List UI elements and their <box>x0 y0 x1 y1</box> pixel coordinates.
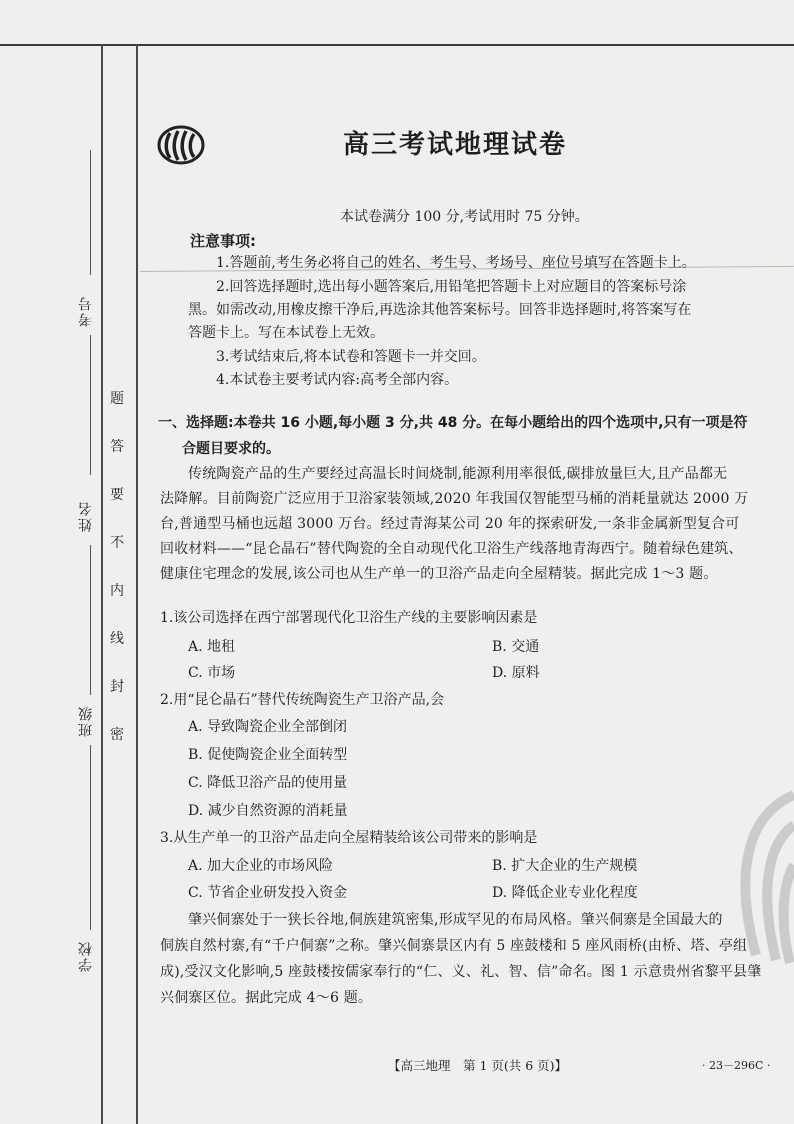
field-underline <box>90 745 91 930</box>
notice-line: 4.本试卷主要考试内容:高考全部内容。 <box>216 372 459 388</box>
question-stem: 1.该公司选择在西宁部署现代化卫浴生产线的主要影响因素是 <box>160 610 538 626</box>
seal-char: 不 <box>110 535 124 551</box>
watermark-logo-icon <box>716 785 794 965</box>
top-border <box>0 44 794 46</box>
passage-line: 台,普通型马桶也远超 3000 万台。经过青海某公司 20 年的探索研发,一条非金属新型复合可 <box>160 516 740 532</box>
seal-char: 内 <box>110 583 124 599</box>
passage-line: 兴侗寨区位。据此完成 4～6 题。 <box>160 990 373 1006</box>
passage-line: 成),受汉文化影响,5 座鼓楼按儒家奉行的“仁、义、礼、智、信”命名。图 1 示意贵州省黎平县肇 <box>160 964 762 980</box>
notice-line: 答题卡上。写在本试卷上无效。 <box>188 325 384 341</box>
option-b: B. 扩大企业的生产规模 <box>492 858 638 874</box>
seal-char: 答 <box>110 439 124 455</box>
field-school: 学校 <box>78 940 94 972</box>
option-d: D. 降低企业专业化程度 <box>492 885 638 901</box>
page-title: 高三考试地理试卷 <box>343 130 568 160</box>
option-a: A. 加大企业的市场风险 <box>188 858 334 874</box>
option-b: B. 促使陶瓷企业全面转型 <box>188 747 348 763</box>
field-underline <box>90 335 91 475</box>
notice-line: 黑。如需改动,用橡皮擦干净后,再选涂其他答案标号。回答非选择题时,将答案写在 <box>188 302 692 318</box>
option-a: A. 导致陶瓷企业全部倒闭 <box>188 719 348 735</box>
passage-line: 回收材料——“昆仑晶石”替代陶瓷的全自动现代化卫浴生产线落地青海西宁。随着绿色建筑、 <box>160 541 743 557</box>
field-underline <box>90 545 91 695</box>
option-d: D. 原料 <box>492 665 540 681</box>
seal-char: 题 <box>110 391 124 407</box>
field-exam-number: 考号 <box>78 295 94 327</box>
seal-char: 密 <box>110 727 124 743</box>
passage-line: 健康住宅理念的发展,该公司也从生产单一的卫浴产品走向全屋精装。据此完成 1～3 题。 <box>160 566 718 582</box>
question-stem: 2.用“昆仑晶石”替代传统陶瓷生产卫浴产品,会 <box>160 692 445 708</box>
option-c: C. 降低卫浴产品的使用量 <box>188 775 348 791</box>
seal-char: 封 <box>110 679 124 695</box>
notice-line: 2.回答选择题时,选出每小题答案后,用铅笔把答题卡上对应题目的答案标号涂 <box>216 279 687 295</box>
option-b: B. 交通 <box>492 639 540 655</box>
margin-line-outer <box>101 44 103 1124</box>
notice-line: 1.答题前,考生务必将自己的姓名、考生号、考场号、座位号填写在答题卡上。 <box>216 255 696 271</box>
passage-line: 侗族自然村寨,有“千户侗寨”之称。肇兴侗寨景区内有 5 座鼓楼和 5 座风雨桥(由桥、塔、亭组 <box>160 938 748 954</box>
question-stem: 3.从生产单一的卫浴产品走向全屋精装给该公司带来的影响是 <box>160 830 538 846</box>
exam-code: · 23－296C · <box>702 1059 771 1072</box>
publisher-logo-icon <box>156 125 206 165</box>
field-underline <box>90 150 91 275</box>
seal-char: 要 <box>110 487 124 503</box>
seal-char: 线 <box>110 631 124 647</box>
option-a: A. 地租 <box>188 639 236 655</box>
option-d: D. 减少自然资源的消耗量 <box>188 803 348 819</box>
passage-line: 法降解。目前陶瓷广泛应用于卫浴家装领域,2020 年我国仅智能型马桶的消耗量就达 2000 万 <box>160 491 749 507</box>
section-heading: 合题目要求的。 <box>182 441 280 457</box>
field-class: 班级 <box>78 705 94 737</box>
notice-line: 3.考试结束后,将本试卷和答题卡一并交回。 <box>216 349 486 365</box>
notice-heading: 注意事项: <box>190 232 256 250</box>
option-c: C. 市场 <box>188 665 236 681</box>
field-name: 姓名 <box>78 500 94 532</box>
exam-info: 本试卷满分 100 分,考试用时 75 分钟。 <box>340 209 589 225</box>
option-c: C. 节省企业研发投入资金 <box>188 885 348 901</box>
passage-line: 肇兴侗寨处于一狭长谷地,侗族建筑密集,形成罕见的布局风格。肇兴侗寨是全国最大的 <box>188 912 723 928</box>
section-heading: 一、选择题:本卷共 16 小题,每小题 3 分,共 48 分。在每小题给出的四个选项中,只有一项是符 <box>158 415 748 431</box>
page-footer: 【高三地理 第 1 页(共 6 页)】 <box>388 1058 568 1073</box>
margin-line-inner <box>136 44 138 1124</box>
passage-line: 传统陶瓷产品的生产要经过高温长时间烧制,能源利用率很低,碳排放量巨大,且产品都无 <box>188 466 728 482</box>
